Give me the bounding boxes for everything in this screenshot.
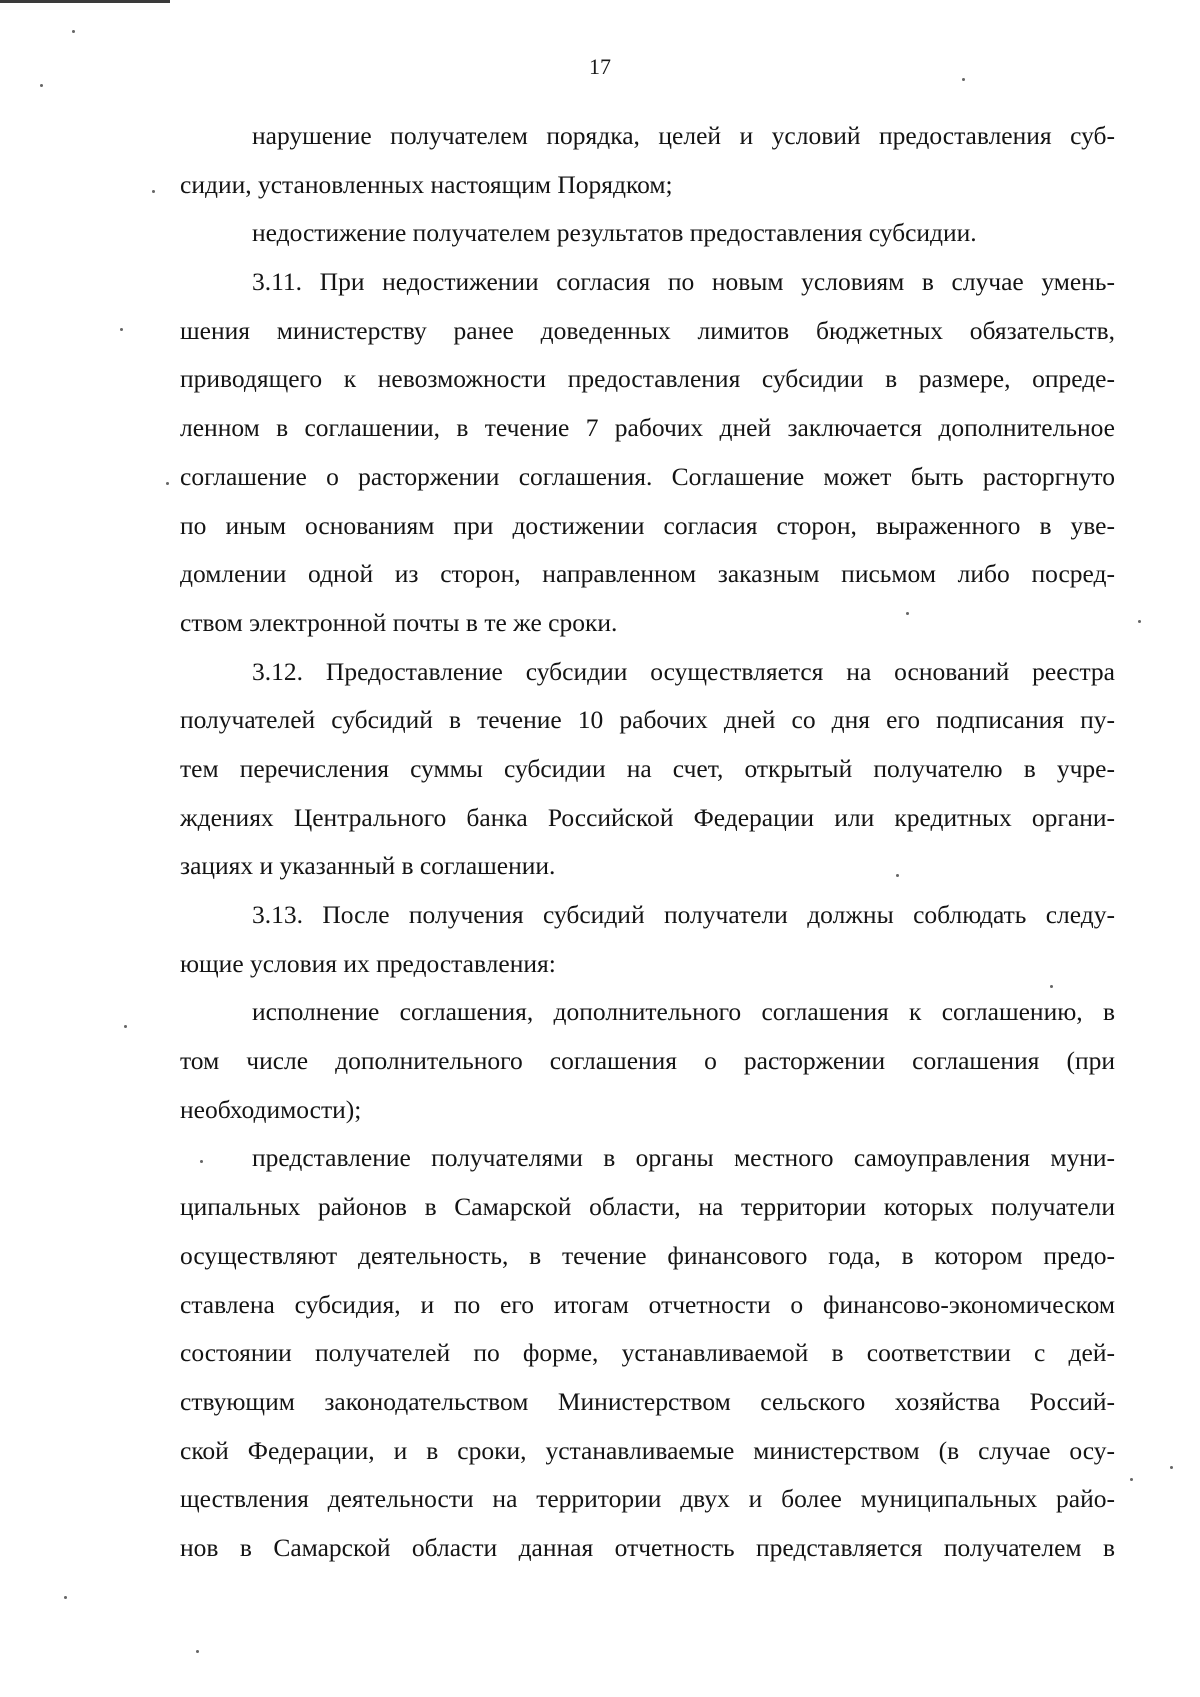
text-line: нов в Самарской области данная отчетность представляется получателем в bbox=[180, 1532, 1115, 1562]
scan-speck bbox=[40, 84, 43, 87]
scan-speck bbox=[124, 1025, 127, 1028]
text-line: ждениях Центрального банка Российской Федерации или кредитных органи- bbox=[180, 802, 1115, 832]
scan-speck bbox=[120, 328, 123, 331]
text-line: осуществляют деятельность, в течение финансового года, в котором предо- bbox=[180, 1240, 1115, 1270]
text-line: по иным основаниям при достижении согласия сторон, выраженного в уве- bbox=[180, 510, 1115, 540]
scan-speck bbox=[906, 612, 909, 615]
scan-speck bbox=[72, 30, 75, 33]
text-line: ством электронной почты в те же сроки. bbox=[180, 607, 618, 637]
text-line: исполнение соглашения, дополнительного соглашения к соглашению, в bbox=[252, 997, 1115, 1027]
scan-speck bbox=[196, 1650, 199, 1653]
scan-speck bbox=[896, 874, 899, 877]
text-line: ленном в соглашении, в течение 7 рабочих дней заключается дополнительное bbox=[180, 413, 1115, 443]
scan-speck bbox=[1050, 985, 1053, 988]
scan-speck bbox=[1130, 1478, 1133, 1481]
scan-speck bbox=[64, 1596, 67, 1599]
scan-edge-mark bbox=[0, 0, 170, 3]
text-line: нарушение получателем порядка, целей и условий предоставления суб- bbox=[252, 121, 1115, 150]
text-line: ющие условия их предоставления: bbox=[180, 948, 556, 978]
scan-speck bbox=[166, 482, 169, 485]
text-line: ставлена субсидия, и по его итогам отчетности о финансово-экономическом bbox=[180, 1289, 1115, 1319]
text-line: сидии, установленных настоящим Порядком; bbox=[180, 169, 673, 199]
scan-speck bbox=[1170, 1466, 1173, 1469]
text-line: недостижение получателем результатов предоставления субсидии. bbox=[252, 218, 977, 248]
text-line: представление получателями в органы местного самоуправления муни- bbox=[252, 1143, 1115, 1173]
text-line: приводящего к невозможности предоставления субсидии в размере, опреде- bbox=[180, 364, 1115, 394]
text-line: 3.13. После получения субсидий получатели должны соблюдать следу- bbox=[252, 900, 1115, 929]
text-line: тем перечисления суммы субсидии на счет, открытый получателю в учре- bbox=[180, 753, 1115, 783]
text-line: 3.12. Предоставление субсидии осуществляется на оснований реестра bbox=[252, 656, 1115, 686]
text-line: получателей субсидий в течение 10 рабочих дней со дня его подписания пу- bbox=[180, 705, 1115, 735]
document-body bbox=[180, 112, 1115, 1573]
scan-speck bbox=[152, 190, 155, 193]
page-number: 17 bbox=[589, 54, 611, 79]
text-line: ской Федерации, и в сроки, устанавливаемые министерством (в случае осу- bbox=[180, 1435, 1115, 1465]
text-line: ществления деятельности на территории двух и более муниципальных райо- bbox=[180, 1484, 1115, 1514]
text-line: шения министерству ранее доведенных лимитов бюджетных обязательств, bbox=[180, 315, 1115, 345]
text-line: том числе дополнительного соглашения о расторжении соглашения (при bbox=[180, 1046, 1115, 1076]
text-line: необходимости); bbox=[180, 1094, 362, 1124]
text-line: ципальных районов в Самарской области, на территории которых получатели bbox=[180, 1192, 1115, 1222]
text-line: ствующим законодательством Министерством сельского хозяйства Россий- bbox=[180, 1386, 1115, 1416]
text-line: 3.11. При недостижении согласия по новым условиям в случае умень- bbox=[252, 267, 1115, 297]
text-line: соглашение о расторжении соглашения. Соглашение может быть расторгнуто bbox=[180, 461, 1115, 491]
scan-speck bbox=[200, 1160, 203, 1163]
text-line: зациях и указанный в соглашении. bbox=[180, 851, 556, 881]
text-line: домлении одной из сторон, направленном заказным письмом либо посред- bbox=[180, 559, 1115, 589]
text-line: состоянии получателей по форме, устанавливаемой в соответствии с дей- bbox=[180, 1338, 1115, 1368]
scan-speck bbox=[1138, 620, 1141, 623]
scan-speck bbox=[962, 78, 965, 81]
